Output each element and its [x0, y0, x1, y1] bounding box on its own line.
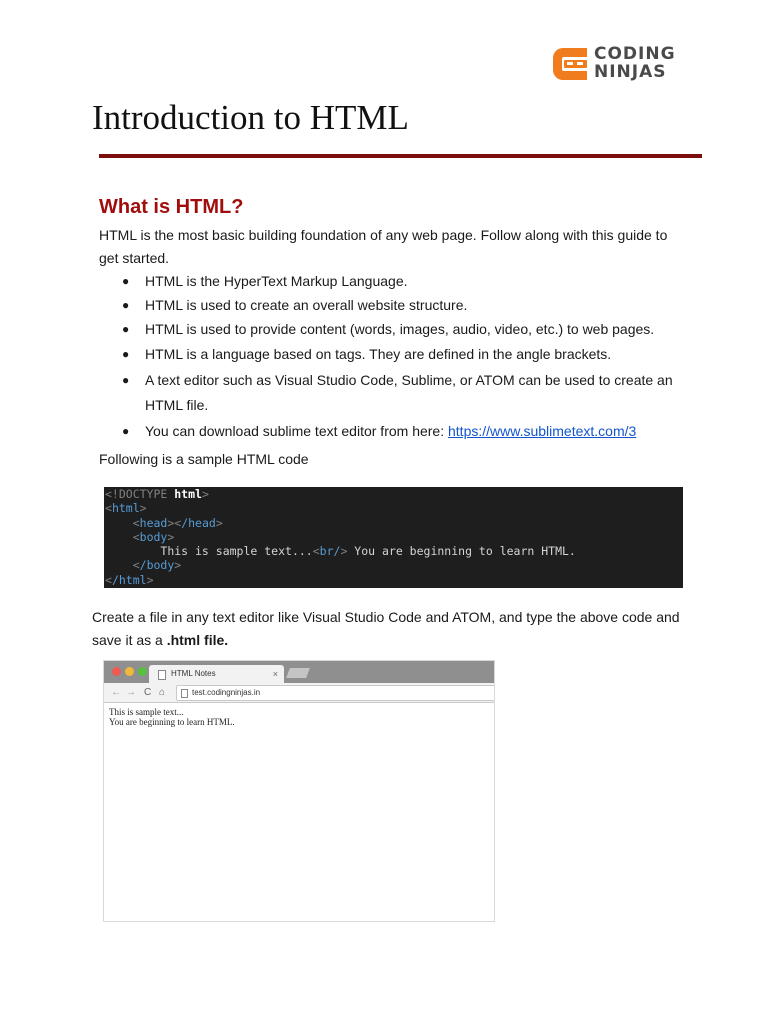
intro-paragraph: HTML is the most basic building foundation of any web page. Follow along with this guide to get started. [99, 227, 668, 266]
minimize-window-icon [125, 667, 134, 676]
bullet-icon: ● [122, 298, 130, 312]
code-body-open: body [139, 529, 168, 544]
list-item [99, 270, 689, 293]
code-html-close: /html [111, 572, 147, 587]
forward-icon: → [126, 687, 136, 698]
browser-tab [149, 665, 284, 683]
bullet-icon: ● [122, 322, 130, 336]
address-bar [176, 685, 495, 701]
sample-code-caption: Following is a sample HTML code [99, 451, 309, 467]
code-br: br/ [319, 544, 341, 559]
bullet-icon: ● [122, 347, 130, 361]
logo-wordmark [594, 45, 676, 81]
code-doctype-keyword: html [174, 487, 202, 501]
code-doctype-open: <!DOCTYPE [105, 487, 175, 501]
list-item-text: HTML is used to provide content (words, images, audio, video, etc.) to web pages. [145, 321, 655, 337]
code-snippet: <!DOCTYPE html> <html> <head></head> <body> This is sample text...<br/> You are beginning to learn HTML. </body> </html> [104, 487, 683, 588]
rendered-line-1: This is sample text... [109, 707, 184, 717]
tab-title: HTML Notes [171, 669, 216, 678]
instruction-bold: .html file. [166, 632, 229, 648]
title-divider [99, 154, 702, 158]
page-icon [158, 670, 166, 680]
page-title: Introduction to HTML [92, 98, 409, 137]
bullet-icon: ● [122, 274, 130, 288]
code-doctype-close: > [201, 487, 209, 501]
bullet-icon: ● [122, 424, 130, 438]
browser-page-content [109, 707, 235, 727]
address-text: test.codingninjas.in [192, 688, 261, 697]
browser-screenshot [103, 660, 495, 922]
list-item [99, 342, 689, 367]
browser-titlebar [104, 661, 494, 683]
logo-line-1: CODING [594, 44, 676, 64]
list-item [99, 294, 689, 317]
reload-icon: C [144, 687, 152, 698]
section-heading: What is HTML? [99, 196, 244, 218]
list-item [99, 318, 689, 341]
code-head-open: head [139, 515, 168, 530]
close-window-icon [112, 667, 121, 676]
code-head-close: /head [181, 515, 216, 530]
maximize-window-icon [138, 667, 147, 676]
list-item [99, 419, 689, 444]
instruction-text: Create a file in any text editor like Visual Studio Code and ATOM, and type the above code and save it as a [92, 609, 680, 648]
new-tab-button [286, 668, 310, 678]
list-item-text: HTML is the HyperText Markup Language. [145, 273, 408, 289]
back-icon: ← [111, 687, 121, 698]
code-text-2: You are beginning to learn HTML. [347, 544, 576, 559]
code-body-close: /body [139, 558, 175, 573]
rendered-line-2: You are beginning to learn HTML. [109, 717, 235, 727]
code-text-1: This is sample text... [160, 544, 313, 559]
instruction-paragraph [92, 606, 682, 652]
list-item-text: HTML is used to create an overall website structure. [145, 297, 468, 313]
coding-ninjas-logo [553, 46, 693, 82]
page-info-icon [181, 689, 188, 698]
home-icon: ⌂ [159, 687, 166, 698]
bullet-icon: ● [122, 373, 130, 387]
logo-line-2: NINJAS [594, 62, 667, 82]
sublime-download-link[interactable]: https://www.sublimetext.com/3 [448, 423, 637, 439]
list-item-text: You can download sublime text editor from here: [145, 423, 448, 439]
coding-ninjas-logo-mark-icon [553, 48, 587, 80]
tab-close-icon: × [272, 669, 278, 679]
list-item-text: HTML is a language based on tags. They are defined in the angle brackets. [145, 346, 612, 362]
browser-toolbar [104, 683, 494, 703]
bullet-list [99, 270, 689, 445]
code-html-open: html [111, 501, 140, 516]
list-item [99, 368, 689, 418]
list-item-text: A text editor such as Visual Studio Code, Sublime, or ATOM can be used to create an HTML file. [145, 372, 673, 413]
